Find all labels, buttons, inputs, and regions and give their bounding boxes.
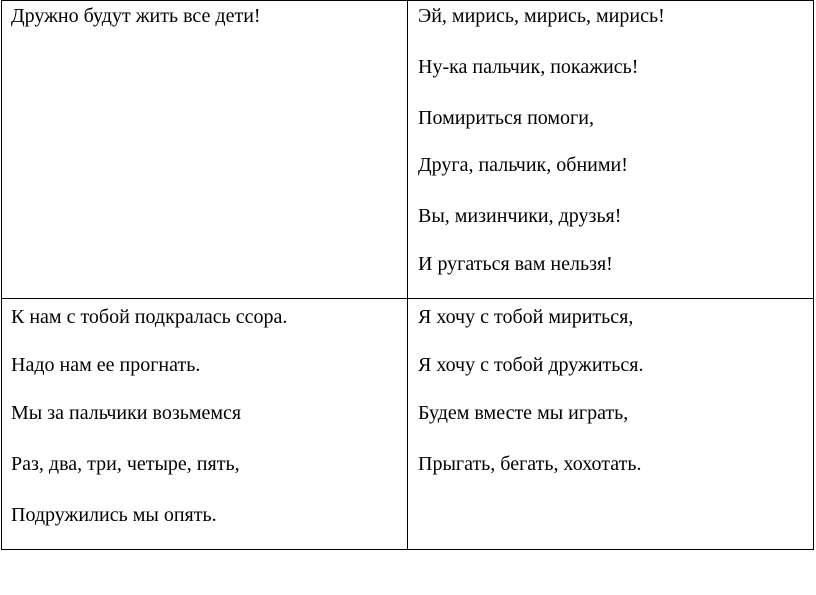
poem-line: Помириться помоги,	[418, 107, 594, 129]
poem-line: Вы, мизинчики, друзья!	[418, 205, 622, 227]
poem-line: Дружно будут жить все дети!	[11, 5, 261, 27]
poem-line: Эй, мирись, мирись, мирись!	[418, 5, 665, 27]
table-row	[2, 299, 814, 550]
poem-line: И ругаться вам нельзя!	[418, 253, 613, 275]
poem-line: Мы за пальчики возьмемся	[11, 402, 242, 424]
table-row	[2, 1, 814, 299]
poem-line: Друга, пальчик, обними!	[418, 154, 628, 176]
poem-line: Будем вместе мы играть,	[418, 402, 629, 424]
poem-line: Прыгать, бегать, хохотать.	[418, 453, 642, 475]
poem-line: Надо нам ее прогнать.	[11, 354, 201, 376]
poem-line: Я хочу с тобой мириться,	[418, 306, 634, 328]
poem-line: Я хочу с тобой дружиться.	[418, 354, 644, 376]
poem-line: Ну-ка пальчик, покажись!	[418, 56, 639, 78]
poem-line: Подружились мы опять.	[11, 504, 217, 526]
poem-line: К нам с тобой подкралась ссора.	[11, 306, 288, 328]
poem-line: Раз, два, три, четыре, пять,	[11, 453, 240, 475]
table-cell-left	[2, 299, 408, 550]
poem-table	[1, 0, 814, 550]
table-cell-left	[2, 1, 408, 299]
table-cell-right	[408, 1, 814, 299]
table-cell-right	[408, 299, 814, 550]
